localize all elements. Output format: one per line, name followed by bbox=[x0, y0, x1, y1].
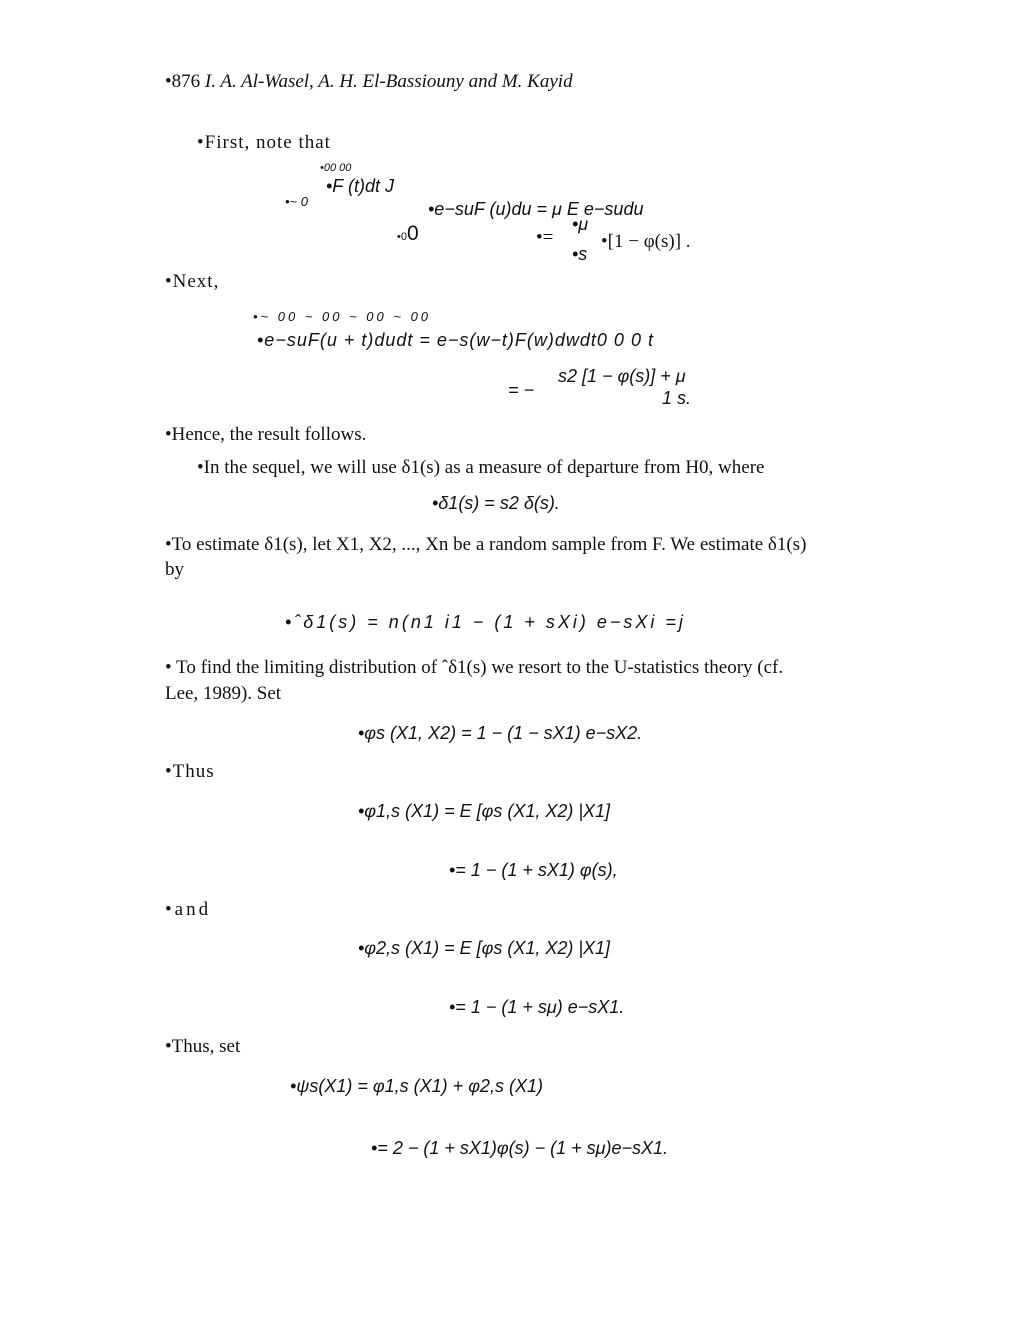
equation-phi2-line1: •φ2,s (X1) = E [φs (X1, X2) |X1] bbox=[358, 938, 611, 958]
eq2-rhs-equals: = − bbox=[508, 380, 535, 400]
eq2-tilde-row: •~ 00 ~ 00 ~ 00 ~ 00 bbox=[253, 309, 432, 324]
eq1-superscript: •00 00 bbox=[320, 162, 352, 174]
page-header bbox=[165, 72, 573, 91]
equation-phi2-line2: •= 1 − (1 + sμ) e−sX1. bbox=[449, 997, 625, 1017]
paragraph-sequel: •In the sequel, we will use δ1(s) as a measure of departure from H0, where bbox=[197, 457, 765, 478]
eq1-mu-numerator: •μ bbox=[572, 214, 589, 234]
equation-psi-line1: •ψs(X1) = φ1,s (X1) + φ2,s (X1) bbox=[290, 1076, 543, 1096]
paragraph-hence: •Hence, the result follows. bbox=[165, 424, 367, 445]
paragraph-thus-set: •Thus, set bbox=[165, 1036, 241, 1057]
eq1-integral-line: •F (t)dt J bbox=[326, 176, 394, 196]
eq2-main-line: •e−suF(u + t)dudt = e−s(w−t)F(w)dwdt0 0 0 t bbox=[257, 330, 654, 350]
eq2-rhs-numerator: s2 [1 − φ(s)] + μ bbox=[558, 366, 686, 386]
eq1-bracket-term: •[1 − φ(s)] . bbox=[601, 231, 691, 252]
equation-delta1-definition: •δ1(s) = s2 δ(s). bbox=[432, 493, 560, 513]
paragraph-and: •and bbox=[165, 899, 212, 920]
eq1-lower-limit: •00 bbox=[397, 222, 419, 245]
equation-estimator: •ˆδ1(s) = n(n1 i1 − (1 + sXi) e−sXi =j bbox=[285, 612, 686, 632]
eq1-s-denominator: •s bbox=[572, 244, 588, 264]
header-authors: I. A. Al-Wasel, A. H. El-Bassiouny and M. Kayid bbox=[204, 71, 573, 92]
paragraph-thus: •Thus bbox=[165, 761, 215, 782]
paragraph-next: •Next, bbox=[165, 271, 220, 292]
eq1-equals: •= bbox=[536, 227, 554, 248]
equation-kernel: •φs (X1, X2) = 1 − (1 − sX1) e−sX2. bbox=[358, 723, 643, 743]
eq1-main-line: •e−suF (u)du = μ E e−sudu bbox=[428, 199, 644, 219]
paragraph-limiting-line2: Lee, 1989). Set bbox=[165, 683, 282, 704]
paragraph-limiting-line1: • To find the limiting distribution of ˆδ1(s) we resort to the U-statistics theory (cf. bbox=[165, 657, 784, 678]
paragraph-estimate-line1: •To estimate δ1(s), let X1, X2, ..., Xn be a random sample from F. We estimate δ1(s) bbox=[165, 534, 807, 555]
eq2-rhs-denominator: 1 s. bbox=[662, 388, 692, 408]
paragraph-estimate-line2: by bbox=[165, 559, 184, 580]
equation-psi-line2: •= 2 − (1 + sX1)φ(s) − (1 + sμ)e−sX1. bbox=[371, 1138, 669, 1158]
eq1-tilde-mark: •~ 0 bbox=[285, 194, 308, 209]
equation-phi1-line1: •φ1,s (X1) = E [φs (X1, X2) |X1] bbox=[358, 801, 611, 821]
page-number: •876 bbox=[165, 71, 201, 92]
equation-phi1-line2: •= 1 − (1 + sX1) φ(s), bbox=[449, 860, 618, 880]
paragraph-first-note: •First, note that bbox=[197, 132, 331, 153]
